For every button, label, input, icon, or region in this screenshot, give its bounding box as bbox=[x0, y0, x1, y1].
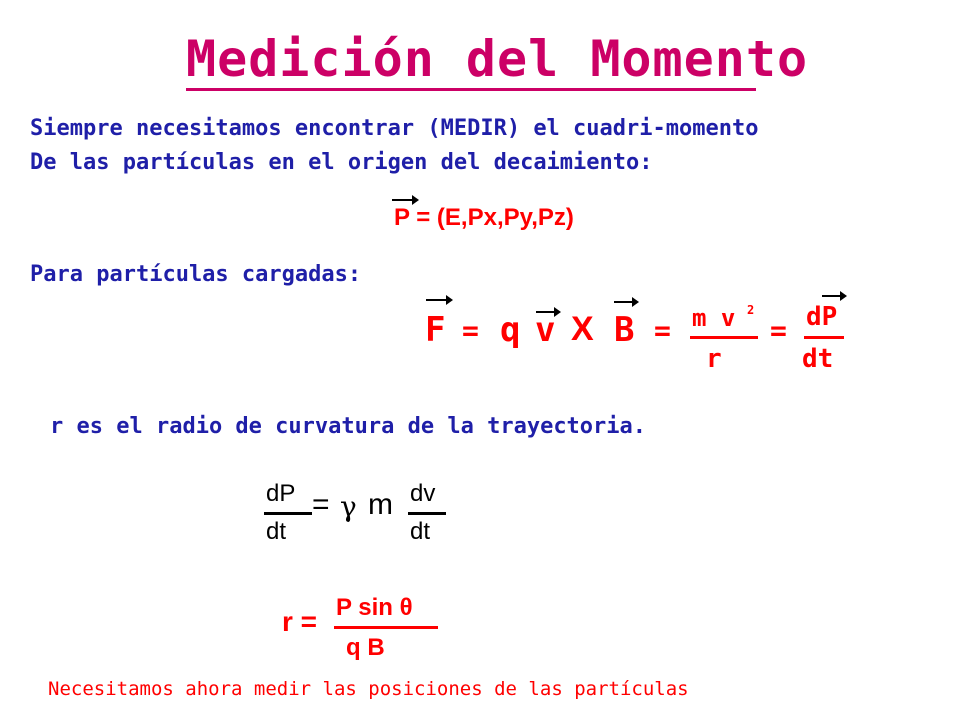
fraction-numerator-psin: P sin θ bbox=[336, 594, 413, 621]
fraction-denominator-r: r bbox=[706, 344, 722, 374]
fraction-denominator-dt: dt bbox=[266, 518, 287, 545]
force-equals-3: = bbox=[770, 314, 787, 347]
gamma-equals: = bbox=[312, 488, 330, 521]
fraction-bar bbox=[804, 336, 844, 339]
vector-arrow-icon bbox=[820, 290, 848, 302]
cross-product-X: X bbox=[571, 310, 594, 348]
fraction-numerator-dP: dP bbox=[806, 302, 838, 332]
force-equals-1: = bbox=[462, 314, 479, 347]
vector-arrow-icon bbox=[612, 296, 640, 308]
force-B: B bbox=[614, 310, 635, 350]
charged-label: Para partículas cargadas: bbox=[30, 262, 362, 287]
fraction-denominator-dt: dt bbox=[802, 344, 834, 374]
force-q: q bbox=[500, 310, 521, 350]
fraction-bar bbox=[408, 512, 446, 515]
intro-line-1: Siempre necesitamos encontrar (MEDIR) el cuadri-momento bbox=[30, 116, 759, 141]
intro-line-2: De las partículas en el origen del decaimiento: bbox=[30, 150, 653, 175]
four-momentum: P = (E,Px,Py,Pz) bbox=[394, 204, 574, 231]
mass-m: m bbox=[368, 488, 393, 521]
fraction-numerator-dv: dv bbox=[410, 480, 436, 507]
fraction-denominator-dt: dt bbox=[410, 518, 431, 545]
slide-title: Medición del Momento bbox=[186, 30, 809, 88]
radius-note: r es el radio de curvatura de la trayectoria. bbox=[50, 414, 647, 439]
superscript-2: 2 bbox=[747, 303, 755, 317]
gamma-symbol: γ bbox=[340, 490, 357, 523]
force-F: F bbox=[425, 310, 446, 350]
fraction-numerator-mv: m v bbox=[692, 304, 736, 332]
title-underline bbox=[186, 88, 756, 91]
fraction-numerator-dP: dP bbox=[266, 480, 296, 507]
force-v: v bbox=[535, 310, 556, 350]
fraction-denominator-qB: q B bbox=[346, 634, 385, 661]
footer-note: Necesitamos ahora medir las posiciones de las partículas bbox=[48, 678, 689, 700]
fraction-bar bbox=[334, 626, 438, 629]
vector-arrow-icon bbox=[424, 294, 454, 306]
force-equals-2: = bbox=[654, 314, 671, 347]
fraction-bar bbox=[690, 336, 758, 339]
r-lhs: r = bbox=[282, 606, 318, 637]
fraction-bar bbox=[264, 512, 312, 515]
